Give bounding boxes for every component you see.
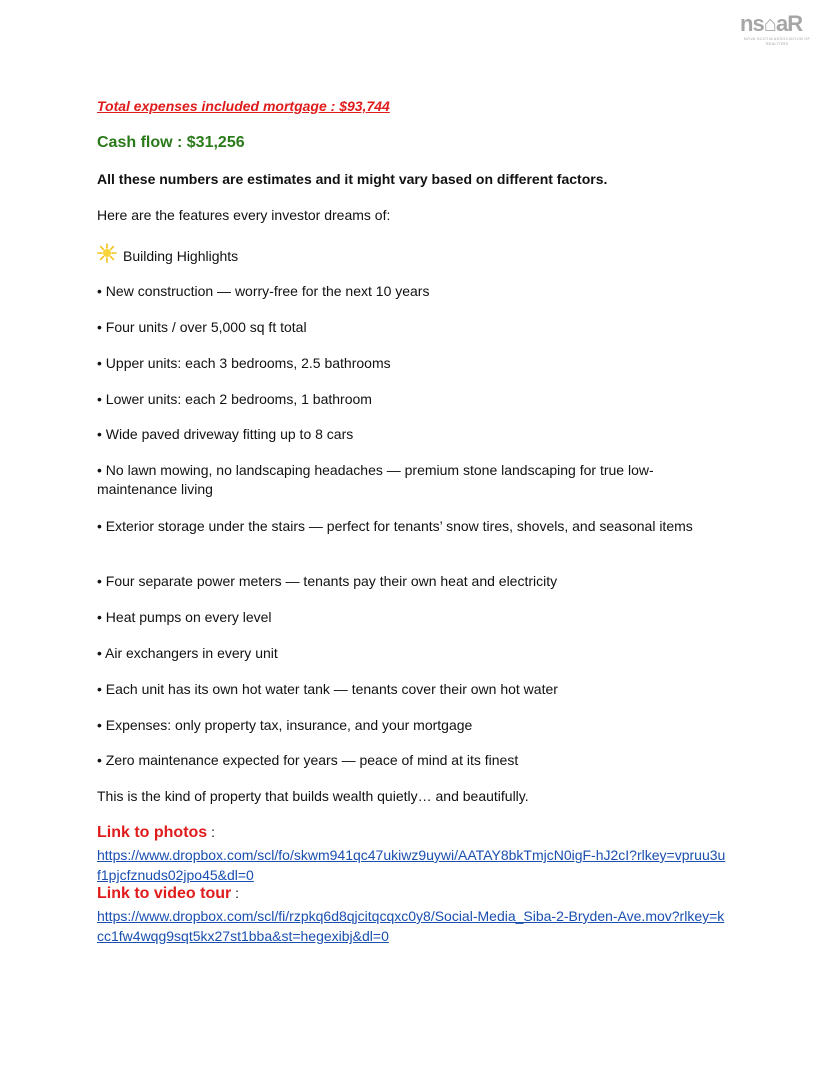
logo-subtitle: NOVA SCOTIA ASSOCIATION OF REALTORS: [743, 36, 811, 46]
highlight-item: • Lower units: each 2 bedrooms, 1 bathroom: [97, 391, 372, 407]
total-expenses: Total expenses included mortgage : $93,744: [97, 98, 390, 114]
highlights-heading-row: [97, 246, 238, 266]
highlight-item: • New construction — worry-free for the next 10 years: [97, 283, 430, 299]
highlight-item: • Air exchangers in every unit: [97, 645, 278, 661]
highlight-item: • Expenses: only property tax, insurance, and your mortgage: [97, 717, 473, 733]
disclaimer: All these numbers are estimates and it might vary based on different factors.: [97, 171, 608, 187]
highlight-item: • No lawn mowing, no landscaping headaches — premium stone landscaping for true low-maintenance living: [97, 462, 654, 497]
highlight-item: • Four units / over 5,000 sq ft total: [97, 319, 307, 335]
video-link-row: [97, 884, 239, 903]
logo-wordmark: ns⌂aR: [740, 11, 803, 36]
photos-link-label: Link to photos: [97, 824, 208, 841]
highlight-item: • Upper units: each 3 bedrooms, 2.5 bathrooms: [97, 355, 391, 371]
photos-link-row: [97, 823, 215, 842]
features-intro: Here are the features every investor dreams of:: [97, 207, 391, 223]
photos-link[interactable]: https://www.dropbox.com/scl/fo/skwm941qc47ukiwz9uywi/AATAY8bkTmjcN0igF-hJ2cI?rlkey=vpruu3uf1pjcfznuds02jpo45&dl=0: [97, 847, 726, 883]
cash-flow: Cash flow : $31,256: [97, 134, 245, 151]
highlights-heading: Building Highlights: [123, 247, 239, 264]
highlight-item: • Each unit has its own hot water tank — tenants cover their own hot water: [97, 681, 558, 697]
highlight-item: • Exterior storage under the stairs — perfect for tenants’ snow tires, shovels, and seasonal items: [97, 518, 693, 534]
video-link-label: Link to video tour: [97, 885, 232, 902]
video-link-separator: :: [231, 885, 239, 901]
nsar-logo: [740, 12, 820, 52]
sun-icon: [97, 243, 117, 263]
video-tour-link[interactable]: https://www.dropbox.com/scl/fi/rzpkq6d8qjcitqcqxc0y8/Social-Media_Siba-2-Bryden-Ave.mov?rlkey=kcc1fw4wqg9sqt5kx27st1bba&st=hegexibj&dl=0: [97, 908, 725, 944]
highlight-item: • Heat pumps on every level: [97, 609, 272, 625]
closing-sentence: This is the kind of property that builds wealth quietly… and beautifully.: [97, 788, 529, 804]
highlight-item: • Zero maintenance expected for years — peace of mind at its finest: [97, 752, 519, 768]
photos-link-separator: :: [207, 824, 215, 840]
highlight-item: • Wide paved driveway fitting up to 8 cars: [97, 426, 354, 442]
highlight-item: • Four separate power meters — tenants pay their own heat and electricity: [97, 573, 558, 589]
